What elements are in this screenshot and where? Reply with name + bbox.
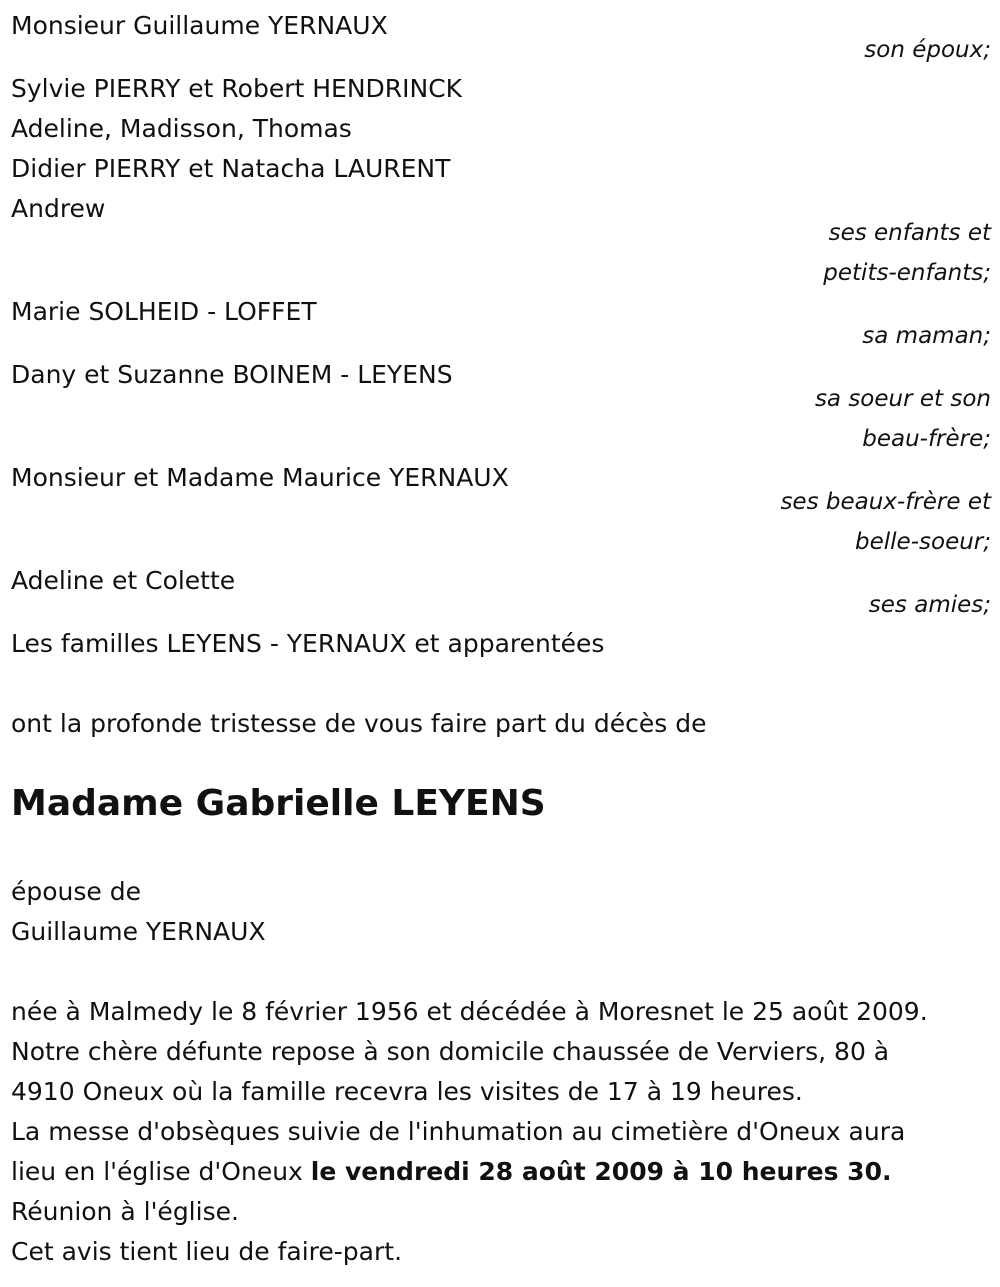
inlaws-role-2: belle-soeur; <box>855 529 991 555</box>
spouse-name: Guillaume YERNAUX <box>11 917 266 946</box>
husband-role: son époux; <box>864 37 991 63</box>
details-line-2: Notre chère défunte repose à son domicile chaussée de Verviers, 80 à <box>11 1037 890 1066</box>
sister-role-1: sa soeur et son <box>814 386 991 412</box>
children-role-2: petits-enfants; <box>823 260 991 286</box>
details-line-7: Cet avis tient lieu de faire-part. <box>11 1237 403 1266</box>
mother-role: sa maman; <box>862 323 991 349</box>
inlaws-name: Monsieur et Madame Maurice YERNAUX <box>11 463 509 492</box>
details-line-1: née à Malmedy le 8 février 1956 et décédée à Moresnet le 25 août 2009. <box>11 997 928 1026</box>
child-2: Adeline, Madisson, Thomas <box>11 114 352 143</box>
husband-name: Monsieur Guillaume YERNAUX <box>11 11 388 40</box>
families-line: Les familles LEYENS - YERNAUX et apparentées <box>11 629 605 658</box>
details-line-5-text: lieu en l'église d'Oneux <box>11 1157 311 1186</box>
details-line-4: La messe d'obsèques suivie de l'inhumation au cimetière d'Oneux aura <box>11 1117 906 1146</box>
mother-name: Marie SOLHEID - LOFFET <box>11 297 317 326</box>
spouse-label: épouse de <box>11 877 141 906</box>
child-3: Didier PIERRY et Natacha LAURENT <box>11 154 451 183</box>
inlaws-role-1: ses beaux-frère et <box>780 489 991 515</box>
details-line-6: Réunion à l'église. <box>11 1197 239 1226</box>
sister-role-2: beau-frère; <box>862 426 991 452</box>
friends-role: ses amies; <box>868 592 991 618</box>
announcement: ont la profonde tristesse de vous faire part du décès de <box>11 709 707 738</box>
details-line-3: 4910 Oneux où la famille recevra les visites de 17 à 19 heures. <box>11 1077 803 1106</box>
ceremony-date: le vendredi 28 août 2009 à 10 heures 30. <box>310 1157 892 1186</box>
friends-name: Adeline et Colette <box>11 566 236 595</box>
children-role-1: ses enfants et <box>828 220 991 246</box>
child-4: Andrew <box>11 194 106 223</box>
child-1: Sylvie PIERRY et Robert HENDRINCK <box>11 74 463 103</box>
deceased-name: Madame Gabrielle LEYENS <box>11 783 546 824</box>
details-line-5 <box>11 1152 891 1192</box>
sister-name: Dany et Suzanne BOINEM - LEYENS <box>11 360 453 389</box>
